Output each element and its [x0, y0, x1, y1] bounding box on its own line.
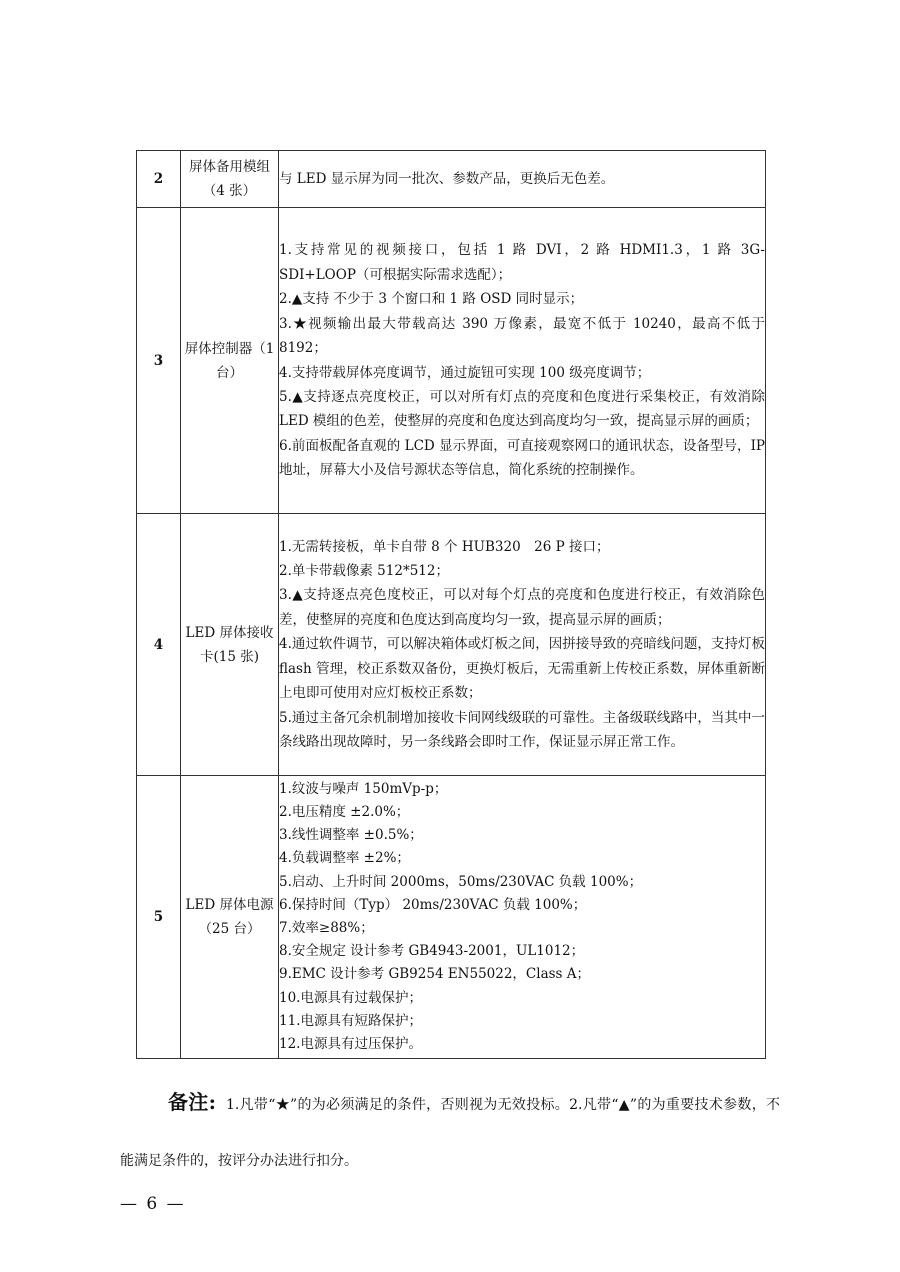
- description-line: 3.★视频输出最大带载高达 390 万像素，最宽不低于 10240，最高不低于 8192；: [279, 315, 765, 357]
- row-number: 5: [137, 776, 181, 1059]
- description-line: 1.纹波与噪声 150mVp-p；: [279, 780, 448, 797]
- description-line: 5.▲支持逐点亮度校正，可以对所有灯点的亮度和色度进行采集校正，有效消除 LED 模组的色差，使整屏的亮度和色度达到高度均匀一致，提高显示屏的画质；: [279, 388, 765, 430]
- item-name: LED 屏体电源（25 台）: [181, 776, 279, 1059]
- item-description: [279, 208, 766, 514]
- description-line: 4.支持带载屏体亮度调节，通过旋钮可实现 100 级亮度调节；: [279, 364, 651, 381]
- table-row: [137, 208, 766, 514]
- description-line: 4.负载调整率 ±2%；: [279, 850, 410, 867]
- item-description: [279, 776, 766, 1059]
- spec-table: [136, 150, 766, 1059]
- description-line: 3.线性调整率 ±0.5%；: [279, 827, 423, 844]
- description-line: 5.通过主备冗余机制增加接收卡间网线级联的可靠性。主备级联线路中，当其中一条线路出现故障时，另一条线路会即时工作，保证显示屏正常工作。: [279, 709, 765, 750]
- description-line: 4.通过软件调节，可以解决箱体或灯板之间，因拼接导致的亮暗线问题，支持灯板 flash 管理，校正系数双备份，更换灯板后，无需重新上传校正系数，屏体重新断上电即可使用对应灯板校正系数；: [279, 636, 765, 702]
- description-line: 6.保持时间（Typ） 20ms/230VAC 负载 100%；: [279, 896, 587, 913]
- remarks-label: 备注:: [168, 1090, 216, 1114]
- table-row: [137, 151, 766, 208]
- description-line: 7.效率≥88%；: [279, 920, 374, 936]
- description-line: 2.▲支持 不少于 3 个窗口和 1 路 OSD 同时显示；: [279, 291, 584, 308]
- description-line: 5.启动、上升时间 2000ms，50ms/230VAC 负载 100%；: [279, 873, 643, 890]
- row-number: 3: [137, 208, 181, 514]
- table-row: [137, 776, 766, 1059]
- table-row: [137, 514, 766, 776]
- remarks-note: [120, 1074, 780, 1189]
- row-number: 2: [137, 151, 181, 208]
- description-line: 6.前面板配备直观的 LCD 显示界面，可直接观察网口的通讯状态，设备型号，IP 地址，屏幕大小及信号源状态等信息，简化系统的控制操作。: [279, 437, 765, 479]
- description-line: 与 LED 显示屏为同一批次、参数产品，更换后无色差。: [279, 170, 615, 187]
- description-line: 1.无需转接板，单卡自带 8 个 HUB320 26 P 接口；: [279, 538, 610, 555]
- row-number: 4: [137, 514, 181, 776]
- item-name: 屏体备用模组（4 张）: [181, 151, 279, 208]
- spec-table-body: [137, 151, 766, 1059]
- page-number: — 6 —: [120, 1194, 186, 1214]
- item-name: LED 屏体接收卡(15 张): [181, 514, 279, 776]
- description-line: 2.单卡带载像素 512*512；: [279, 563, 449, 580]
- item-description: [279, 514, 766, 776]
- item-description: [279, 151, 766, 208]
- description-line: 11.电源具有短路保护；: [279, 1012, 422, 1029]
- description-line: 1.支持常见的视频接口，包括 1 路 DVI，2 路 HDMI1.3，1 路 3G-SDI+LOOP（可根据实际需求选配）；: [279, 242, 765, 283]
- item-name: 屏体控制器（1 台）: [181, 208, 279, 514]
- description-line: 12.电源具有过压保护。: [279, 1036, 422, 1053]
- description-line: 3.▲支持逐点亮色度校正，可以对每个灯点的亮度和色度进行校正，有效消除色差，使整屏的亮度和色度达到高度均匀一致，提高显示屏的画质；: [279, 587, 765, 628]
- remarks-text: 1.凡带“★”的为必须满足的条件，否则视为无效投标。2.凡带“▲”的为重要技术参数，不能满足条件的，按评分办法进行扣分。: [120, 1097, 780, 1169]
- description-line: 2.电压精度 ±2.0%；: [279, 803, 410, 820]
- description-line: 10.电源具有过载保护；: [279, 989, 422, 1006]
- description-line: 9.EMC 设计参考 GB9254 EN55022，Class A；: [279, 966, 591, 983]
- description-line: 8.安全规定 设计参考 GB4943-2001，UL1012；: [279, 943, 585, 960]
